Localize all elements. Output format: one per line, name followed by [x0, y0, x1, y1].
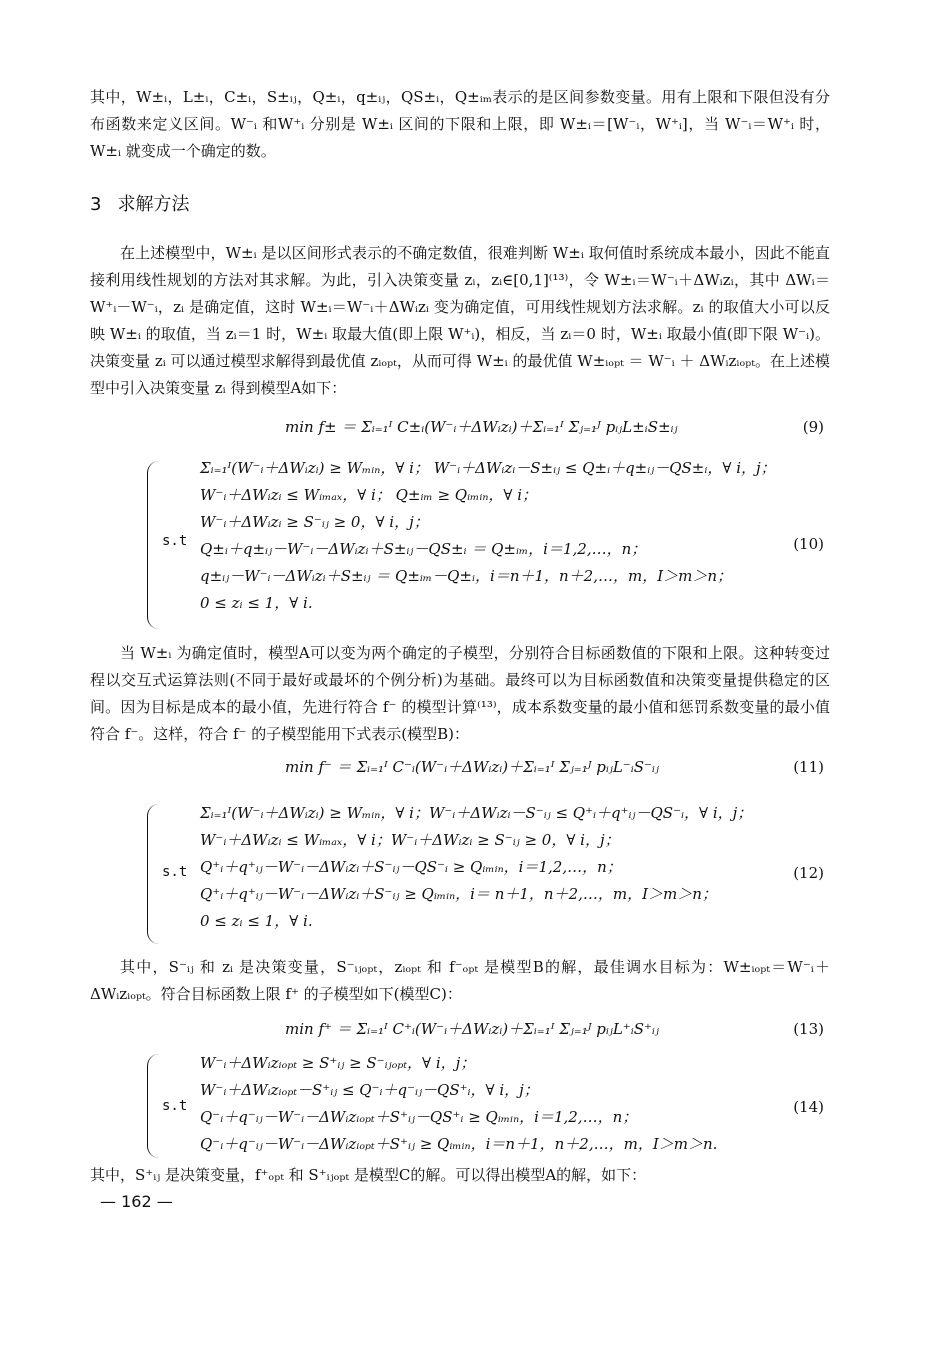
constraint-line: Q⁻ᵢ＋q⁻ᵢⱼ－W⁻ᵢ－ΔWᵢzᵢₒₚₜ＋S⁺ᵢⱼ ≥ Qᵢₘᵢₙ，i＝n＋1，n＋2,…，m，I＞m＞n. [200, 1135, 718, 1153]
section-heading [90, 190, 189, 216]
constraint-line: Q±ᵢ＋q±ᵢⱼ－W⁻ᵢ－ΔWᵢzᵢ＋S±ᵢⱼ－QS±ᵢ ＝ Q±ᵢₘ，i＝1,2,…，n； [200, 540, 647, 558]
equation-number: (9) [802, 418, 824, 436]
equation-number: (14) [793, 1098, 824, 1116]
equation-number: (12) [793, 864, 824, 882]
constraint-line: W⁻ᵢ＋ΔWᵢzᵢₒₚₜ－S⁺ᵢⱼ ≤ Q⁻ᵢ＋q⁻ᵢⱼ－QS⁺ᵢ，∀ i，j； [200, 1081, 539, 1099]
constraint-line: q±ᵢⱼ－W⁻ᵢ－ΔWᵢzᵢ＋S±ᵢⱼ ＝ Q±ᵢₘ－Q±ᵢ，i＝n＋1，n＋2,…，m，I＞m＞n； [200, 567, 733, 585]
section-title: 求解方法 [117, 194, 190, 215]
equation-body: min f⁻ ＝ Σᵢ₌₁ᴵ C⁻ᵢ(W⁻ᵢ＋ΔWᵢzᵢ)＋Σᵢ₌₁ᴵ Σⱼ₌₁ᴶ pᵢⱼL⁻ᵢS⁻ᵢⱼ [285, 758, 659, 776]
constraint-system-10 [0, 455, 950, 631]
section-number: 3 [90, 194, 102, 215]
equation-13 [0, 1014, 950, 1044]
equation-number: (11) [793, 758, 824, 776]
constraint-line: Σᵢ₌₁ᴵ(W⁻ᵢ＋ΔWᵢzᵢ) ≥ Wₘᵢₙ，∀ i； W⁻ᵢ＋ΔWᵢzᵢ－S±ᵢⱼ ≤ Q±ᵢ＋q±ᵢⱼ－QS±ᵢ，∀ i，j； [200, 459, 776, 477]
page-number: — 162 — [100, 1192, 173, 1211]
equation-number: (10) [793, 535, 824, 553]
paragraph-model-a-solution: 其中，S⁺ᵢⱼ 是决策变量，f⁺ₒₚₜ 和 S⁺ᵢⱼₒₚₜ 是模型C的解。可以得出模型A的解，如下： [90, 1166, 647, 1184]
equation-body: min f⁺ ＝ Σᵢ₌₁ᴵ C⁺ᵢ(W⁻ᵢ＋ΔWᵢzᵢ)＋Σᵢ₌₁ᴵ Σⱼ₌₁ᴶ pᵢⱼL⁺ᵢS⁺ᵢⱼ [285, 1020, 659, 1038]
constraint-lines [200, 455, 776, 617]
constraint-line: 0 ≤ zᵢ ≤ 1，∀ i. [200, 912, 313, 930]
equation-9 [0, 412, 950, 442]
equation-body: min f± ＝ Σᵢ₌₁ᴵ C±ᵢ(W⁻ᵢ＋ΔWᵢzᵢ)＋Σᵢ₌₁ᴵ Σⱼ₌₁ᴶ pᵢⱼL±ᵢS±ᵢⱼ [285, 418, 678, 436]
paragraph-submodel-upper: 其中，S⁻ᵢⱼ 和 zᵢ 是决策变量，S⁻ᵢⱼₒₚₜ，zᵢₒₚₜ 和 f⁻ₒₚₜ 是模型B的解，最佳调水目标为：W±ᵢₒₚₜ＝W⁻ᵢ＋ΔWᵢzᵢₒₚₜ。符合目标函数上限 f⁺ 的子模型如下(模型C)： [90, 958, 830, 1003]
constraint-line: W⁻ᵢ＋ΔWᵢzᵢ ≤ Wᵢₘₐₓ，∀ i； Q±ᵢₘ ≥ Qᵢₘᵢₙ，∀ i； [200, 486, 538, 504]
constraint-line: Q⁺ᵢ＋q⁺ᵢⱼ－W⁻ᵢ－ΔWᵢzᵢ＋S⁻ᵢⱼ－QS⁻ᵢ ≥ Qᵢₘᵢₙ，i＝1,2,…，n； [200, 858, 622, 876]
constraint-line: Q⁺ᵢ＋q⁺ᵢⱼ－W⁻ᵢ－ΔWᵢzᵢ＋S⁻ᵢⱼ ≥ Qᵢₘᵢₙ，i＝ n＋1，n＋2,…，m，I＞m＞n； [200, 885, 717, 903]
constraint-line: Q⁻ᵢ＋q⁻ᵢⱼ－W⁻ᵢ－ΔWᵢzᵢₒₚₜ＋S⁺ᵢⱼ－QS⁺ᵢ ≥ Qᵢₘᵢₙ，i＝1,2,…，n； [200, 1108, 638, 1126]
paragraph-solution-method: 在上述模型中，W±ᵢ 是以区间形式表示的不确定数值，很难判断 W±ᵢ 取何值时系统成本最小，因此不能直接利用线性规划的方法对其求解。为此，引入决策变量 zᵢ，zᵢ∈[0,1]⁽¹³⁾，令 W±ᵢ＝W⁻ᵢ＋ΔWᵢzᵢ，其中 ΔWᵢ＝W⁺ᵢ－W⁻ᵢ，zᵢ 是确定值，这时 W±ᵢ＝W⁻ᵢ＋ΔWᵢzᵢ 变为确定值，可用线性规划方法求解。zᵢ 的取值大小可以反映 W±ᵢ 的取值，当 zᵢ＝1 时，W±ᵢ 取最大值(即上限 W⁺ᵢ)，相反，当 zᵢ＝0 时，W±ᵢ 取最小值(即下限 W⁻ᵢ)。决策变量 zᵢ 可以通过模型求解得到最优值 zᵢₒₚₜ，从而可得 W±ᵢ 的最优值 W±ᵢₒₚₜ ＝ W⁻ᵢ ＋ ΔWᵢzᵢₒₚₜ。在上述模型中引入决策变量 zᵢ 得到模型A如下： [90, 244, 830, 397]
left-brace [147, 461, 160, 629]
constraint-line: W⁻ᵢ＋ΔWᵢzᵢ ≥ S⁻ᵢⱼ ≥ 0，∀ i，j； [200, 513, 429, 531]
left-brace [147, 804, 160, 944]
subject-to-label: s.t [162, 533, 188, 549]
subject-to-label: s.t [162, 864, 188, 880]
equation-number: (13) [793, 1020, 824, 1038]
constraint-line: W⁻ᵢ＋ΔWᵢzᵢ ≤ Wᵢₘₐₓ，∀ i；W⁻ᵢ＋ΔWᵢzᵢ ≥ S⁻ᵢⱼ ≥ 0，∀ i，j； [200, 831, 620, 849]
constraint-system-12 [0, 800, 950, 948]
constraint-line: 0 ≤ zᵢ ≤ 1，∀ i. [200, 594, 313, 612]
left-brace [147, 1054, 160, 1158]
subject-to-label: s.t [162, 1098, 188, 1114]
constraint-lines [200, 1050, 717, 1158]
equation-11 [0, 752, 950, 782]
paragraph-submodel-lower: 当 W±ᵢ 为确定值时，模型A可以变为两个确定的子模型，分别符合目标函数值的下限和上限。这种转变过程以交互式运算法则(不同于最好或最坏的个例分析)为基础。最终可以为目标函数值和决策变量提供稳定的区间。因为目标是成本的最小值，先进行符合 f⁻ 的模型计算⁽¹³⁾，成本系数变量的最小值和惩罚系数变量的最小值符合 f⁻。这样，符合 f⁻ 的子模型能用下式表示(模型B)： [90, 644, 830, 743]
constraint-lines [200, 800, 752, 935]
constraint-line: W⁻ᵢ＋ΔWᵢzᵢₒₚₜ ≥ S⁺ᵢⱼ ≥ S⁻ᵢⱼₒₚₜ，∀ i，j； [200, 1054, 476, 1072]
constraint-system-14 [0, 1050, 950, 1162]
constraint-line: Σᵢ₌₁ᴵ(W⁻ᵢ＋ΔWᵢzᵢ) ≥ Wₘᵢₙ，∀ i；W⁻ᵢ＋ΔWᵢzᵢ－S⁻ᵢⱼ ≤ Q⁺ᵢ＋q⁺ᵢⱼ－QS⁻ᵢ，∀ i，j； [200, 804, 753, 822]
paragraph-interval-definition: 其中，W±ᵢ，L±ᵢ，C±ᵢ，S±ᵢⱼ，Q±ᵢ，q±ᵢⱼ，QS±ᵢ，Q±ᵢₘ表示的是区间参数变量。用有上限和下限但没有分布函数来定义区间。W⁻ᵢ 和W⁺ᵢ 分别是 W±ᵢ 区间的下限和上限，即 W±ᵢ＝[W⁻ᵢ，W⁺ᵢ]，当 W⁻ᵢ＝W⁺ᵢ 时，W±ᵢ 就变成一个确定的数。 [90, 88, 830, 160]
